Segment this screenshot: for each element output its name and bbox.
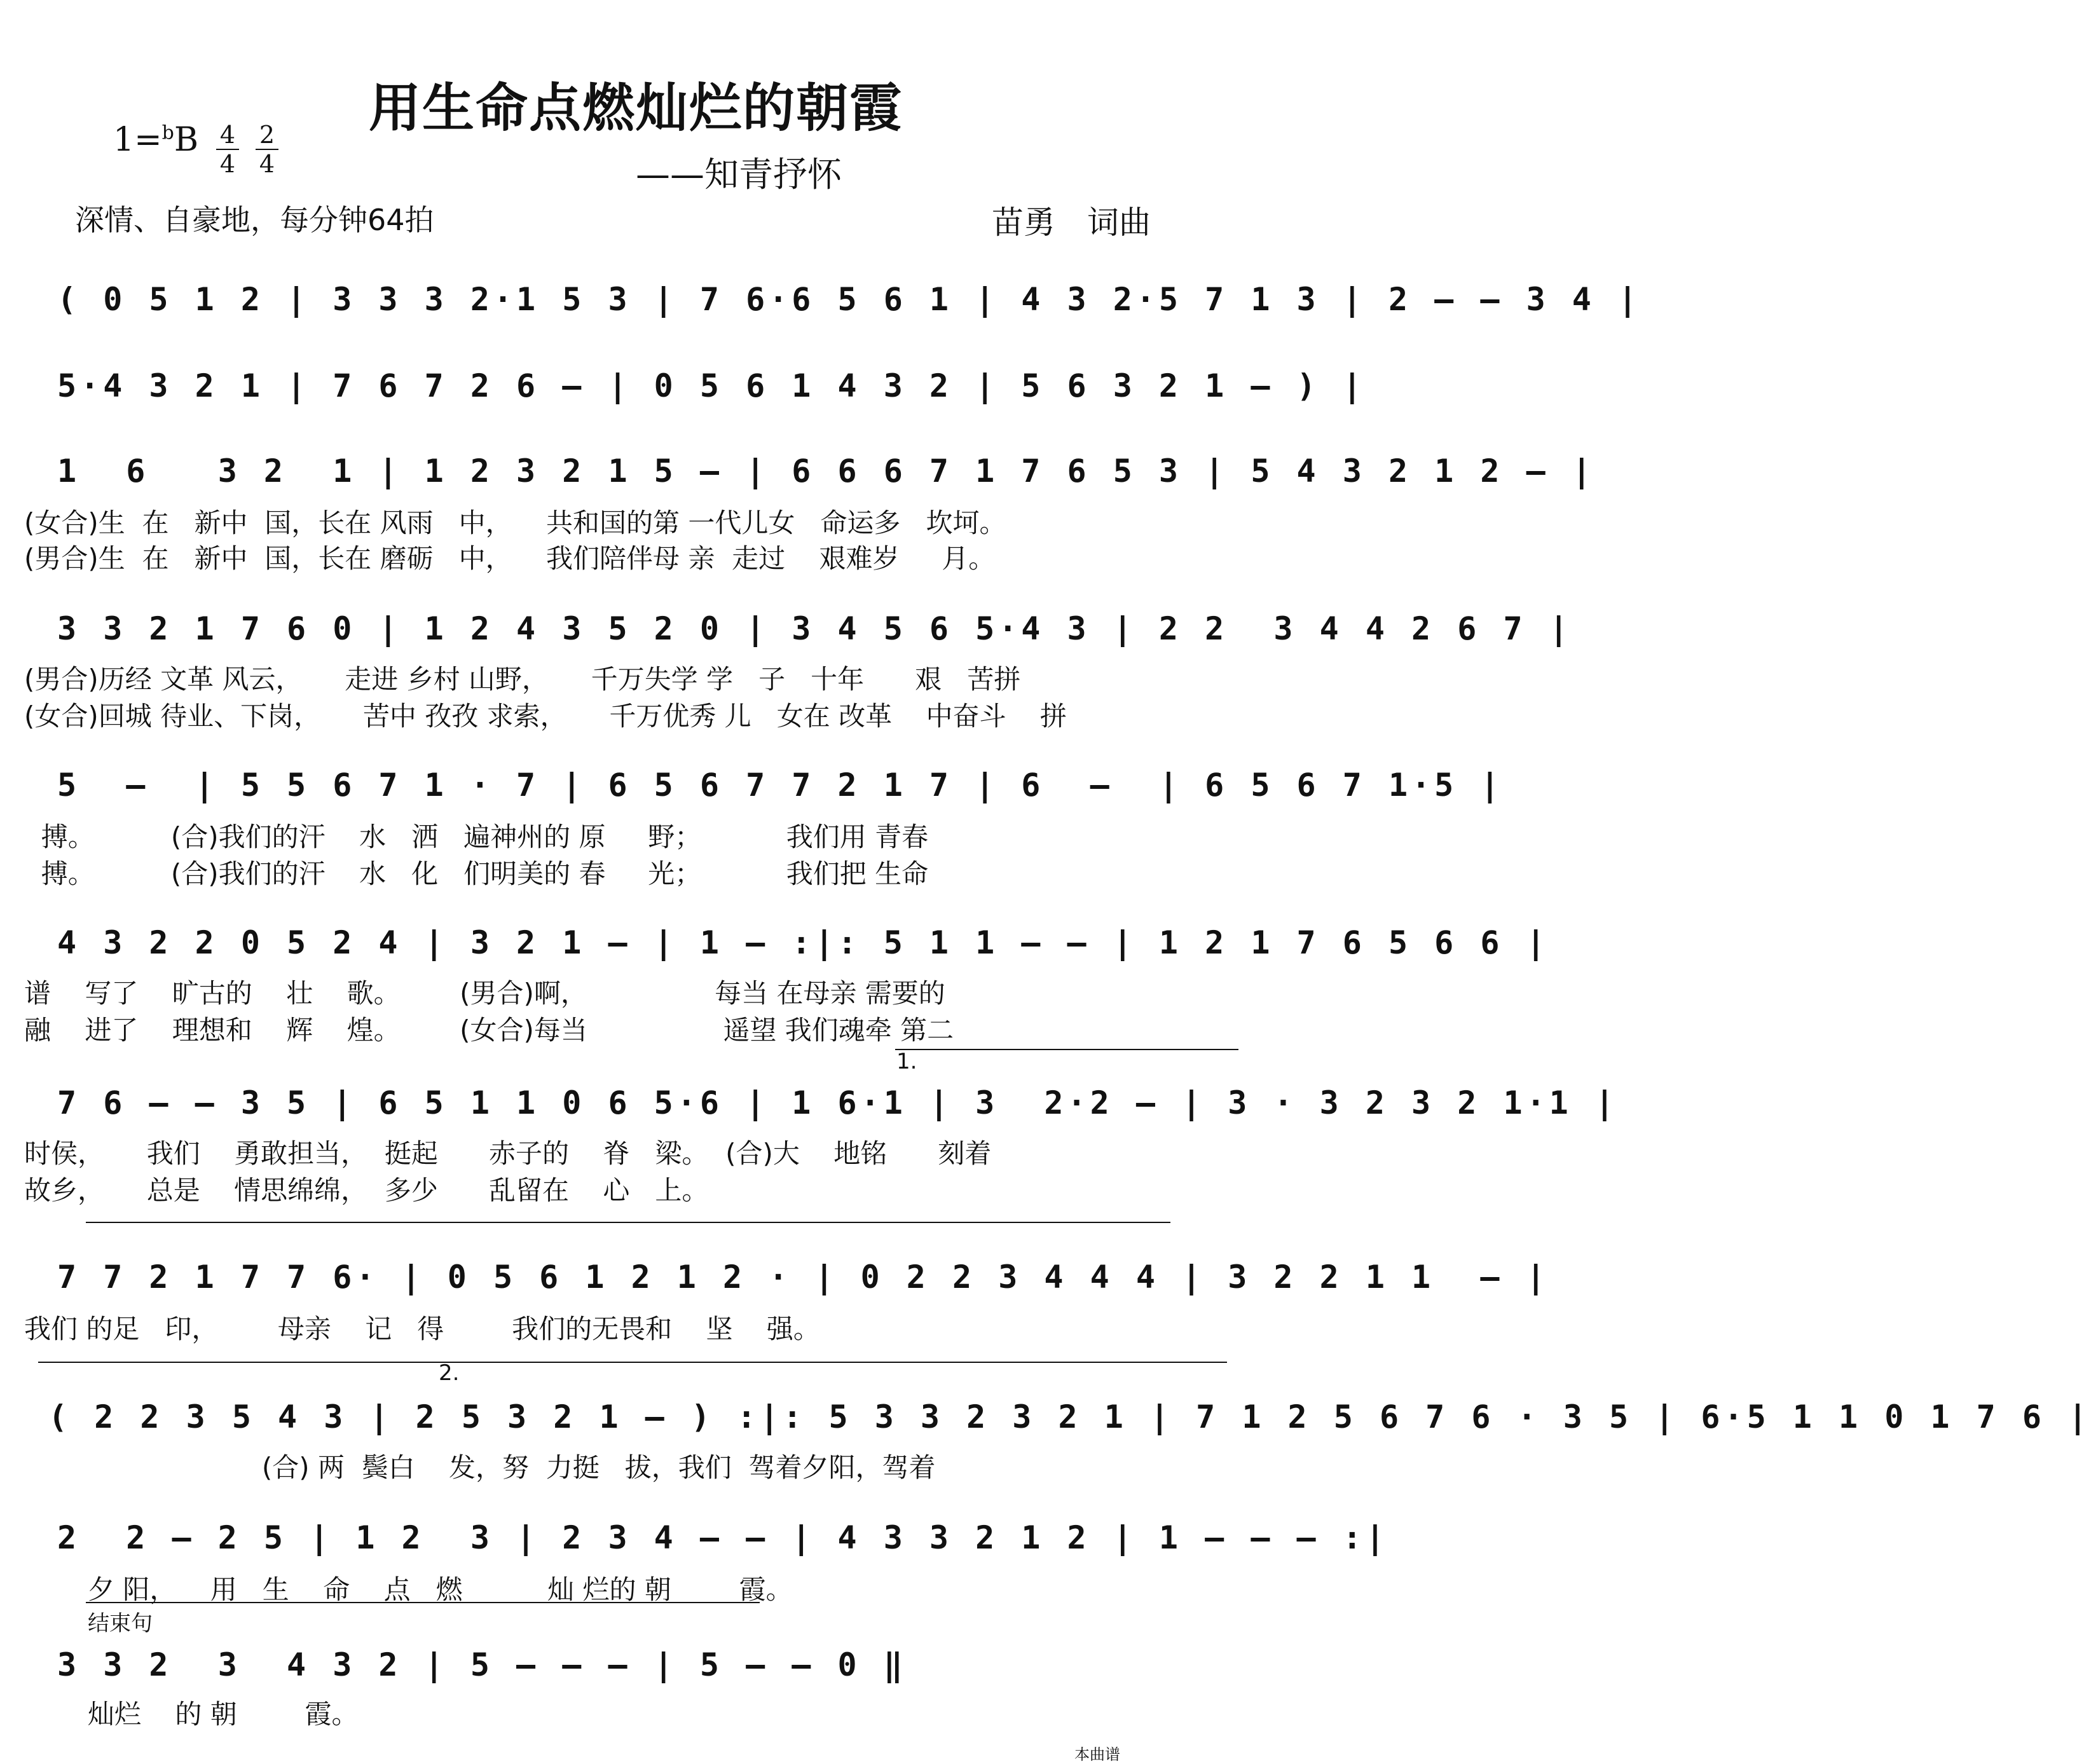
lyric-line-4b: (女合)回城 待业、下岗， 苦中 孜孜 求索， 千万优秀 儿 女在 改革 中奋斗 拼 [24,701,1067,732]
key-note: B [174,121,199,159]
volta-1-bracket [895,1049,1238,1050]
time-signature-4-4 [215,121,240,178]
footer-text: 本曲谱 [1074,1746,1120,1763]
song-subtitle: ——知青抒怀 [636,154,842,195]
volta-2-label: 2. [439,1360,460,1386]
notation-line-5: 5 — | 5 5 6 7 1 · 7 | 6 5 6 7 7 2 1 7 | 6 — | 6 5 6 7 1·5 | [57,767,1504,803]
volta-1-label: 1. [896,1049,917,1074]
song-title: 用生命点燃灿烂的朝霞 [368,78,903,139]
notation-line-8: 7 7 2 1 7 7 6· | 0 5 6 1 2 1 2 · | 0 2 2 3 4 4 4 | 3 2 2 1 1 — | [57,1259,1549,1296]
key-signature [113,121,198,159]
key-flat: b [161,121,174,144]
notation-line-7: 7 6 — — 3 5 | 6 5 1 1 0 6 5·6 | 1 6·1 | 3 2·2 — | 3 · 3 2 3 2 1·1 | [57,1084,1618,1121]
notation-line-2: 5·4 3 2 1 | 7 6 7 2 6 — | 0 5 6 1 4 3 2 | 5 6 3 2 1 — ) | [57,367,1366,404]
author-credit: 苗勇 词曲 [992,204,1151,241]
notation-line-11: 3 3 2 3 4 3 2 | 5 — — — | 5 — — 0 ‖ [57,1646,907,1683]
lyric-line-7b: 故乡， 总是 情思绵绵， 多少 乱留在 心 上。 [24,1175,709,1206]
volta-divider-line [86,1222,1170,1223]
time-sig-top: 4 [219,121,236,149]
section-divider-line [38,1362,1227,1363]
notation-line-1: ( 0 5 1 2 | 3 3 3 2·1 5 3 | 7 6·6 5 6 1 | 4 3 2·5 7 1 3 | 2 — — 3 4 | [57,281,1642,318]
notation-line-3: 1 6 3 2 1 | 1 2 3 2 1 5 — | 6 6 6 7 1 7 6 5 3 | 5 4 3 2 1 2 — | [57,453,1595,489]
lyric-line-3b: (男合)生 在 新中 国，长在 磨砺 中， 我们陪伴母 亲 走过 艰难岁 月。 [24,543,996,574]
time-signature-2-4 [254,121,280,178]
lyric-line-6b: 融 进了 理想和 辉 煌。 (女合)每当 遥望 我们魂牵 第二 [24,1015,954,1046]
tempo-marking: 深情、自豪地，每分钟64拍 [75,203,434,237]
lyric-line-10a: 夕 阳， 用 生 命 点 燃 灿 烂的 朝 霞。 [88,1574,793,1605]
key-prefix: 1= [113,121,162,159]
notation-line-10: 2 2 — 2 5 | 1 2 3 | 2 3 4 — — | 4 3 3 2 1 2 | 1 — — — :| [57,1519,1388,1556]
coda-label: 结束句 [88,1611,153,1636]
lyric-line-4a: (男合)历经 文革 风云， 走进 乡村 山野， 千万失学 学 子 十年 艰 苦拼 [24,664,1021,695]
lyric-line-7a: 时侯， 我们 勇敢担当， 挺起 赤子的 脊 梁。 (合)大 地铭 刻着 [24,1138,992,1169]
lyric-line-8a: 我们 的足 印， 母亲 记 得 我们的无畏和 坚 强。 [24,1313,820,1344]
lyric-line-5b: 搏。 (合)我们的汗 水 化 们明美的 春 光； 我们把 生命 [24,858,929,889]
lyric-line-9a: (合) 两 鬓白 发，努 力挺 拔，我们 驾着夕阳，驾着 [24,1452,936,1483]
lyric-line-5a: 搏。 (合)我们的汗 水 洒 遍神州的 原 野； 我们用 青春 [24,821,929,852]
notation-line-9: ( 2 2 3 5 4 3 | 2 5 3 2 1 — ) :|: 5 3 3 2 3 2 1 | 7 1 2 5 6 7 6 · 3 5 | 6·5 1 1 0 1 7 6 | [48,1398,2091,1435]
time-sig-bottom: 4 [219,150,236,178]
lyric-line-11a: 灿烂 的 朝 霞。 [88,1699,359,1730]
time-sig-top: 2 [259,121,275,149]
coda-divider-line [86,1602,760,1603]
notation-line-4: 3 3 2 1 7 6 0 | 1 2 4 3 5 2 0 | 3 4 5 6 5·4 3 | 2 2 3 4 4 2 6 7 | [57,610,1572,647]
lyric-line-3a: (女合)生 在 新中 国，长在 风雨 中， 共和国的第 一代儿女 命运多 坎坷。 [24,507,1006,538]
time-sig-bottom: 4 [259,150,275,178]
notation-line-6: 4 3 2 2 0 5 2 4 | 3 2 1 — | 1 — :|: 5 1 1 — — | 1 2 1 7 6 5 6 6 | [57,924,1549,961]
lyric-line-6a: 谱 写了 旷古的 壮 歌。 (男合)啊， 每当 在母亲 需要的 [24,978,945,1009]
